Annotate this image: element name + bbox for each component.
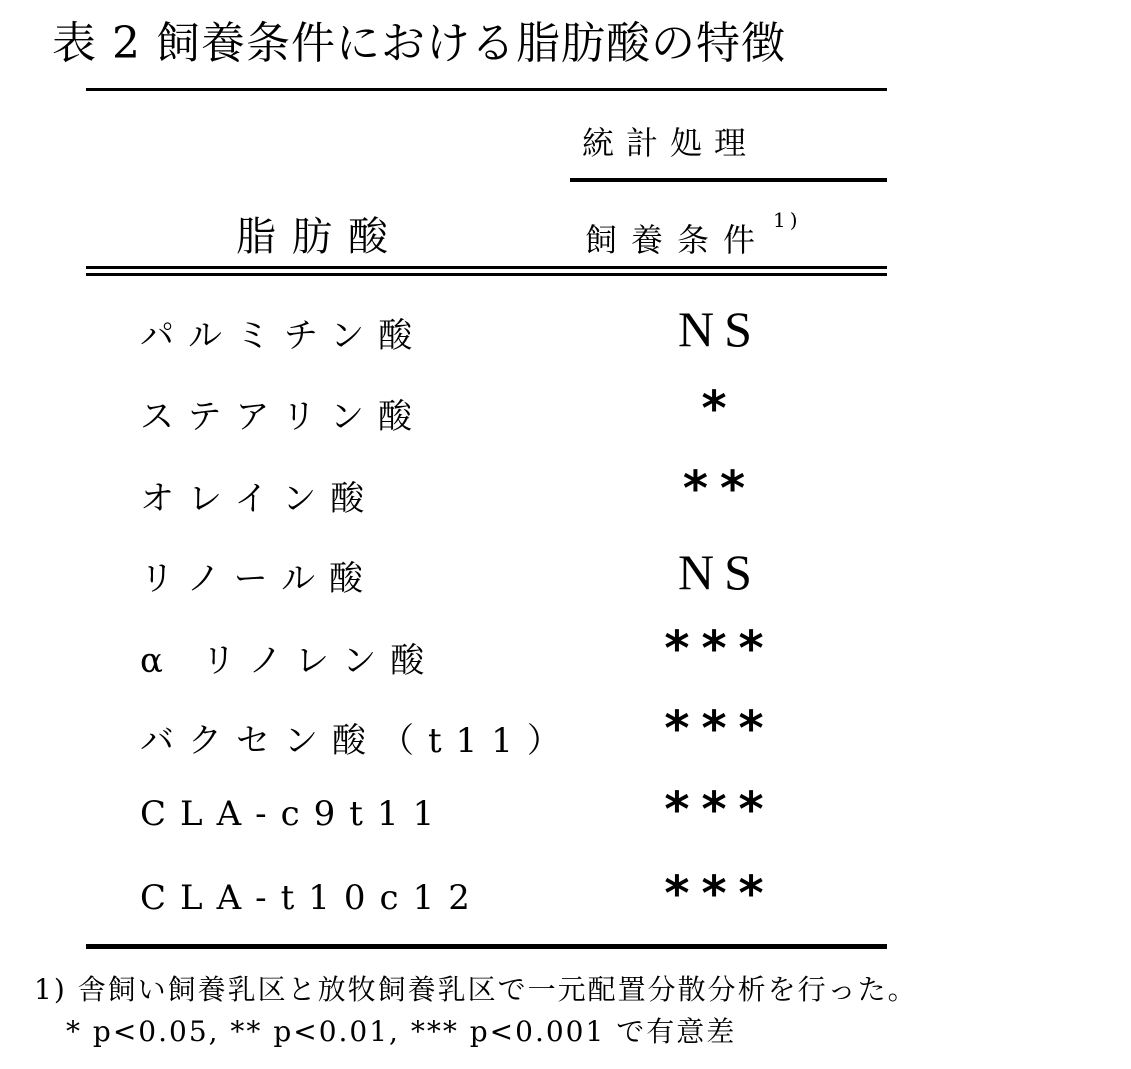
significance: ** bbox=[682, 461, 758, 517]
header-condition bbox=[585, 208, 802, 261]
fatty-acid-name: オレイン酸 bbox=[140, 479, 379, 519]
significance: * bbox=[701, 381, 739, 437]
header-double-rule-bottom bbox=[86, 273, 887, 276]
table-row bbox=[0, 381, 1131, 445]
significance: *** bbox=[664, 701, 776, 757]
significance: NS bbox=[678, 301, 762, 357]
fatty-acid-name: リノール酸 bbox=[140, 559, 377, 599]
footnote-significance: * p<0.05, ** p<0.01, *** p<0.001 で有意差 bbox=[66, 1015, 737, 1048]
table-row bbox=[0, 545, 1131, 605]
significance: NS bbox=[678, 544, 762, 600]
fatty-acid-name: CLA-c9t11 bbox=[140, 794, 449, 834]
table-row bbox=[0, 621, 1131, 687]
fatty-acid-name: バクセン酸（t11） bbox=[140, 721, 575, 761]
header-fatty-acid: 脂肪酸 bbox=[236, 214, 404, 260]
fatty-acid-name: α リノレン酸 bbox=[140, 641, 439, 681]
table-row bbox=[0, 701, 1131, 767]
footnote-method: 1) 舎飼い飼養乳区と放牧飼養乳区で一元配置分散分析を行った。 bbox=[34, 973, 918, 1006]
table-row bbox=[0, 782, 1131, 848]
header-statistics: 統計処理 bbox=[582, 124, 759, 162]
header-condition-label: 飼養条件 bbox=[585, 221, 770, 259]
table-row bbox=[0, 461, 1131, 525]
header-sub-rule bbox=[570, 178, 887, 182]
fatty-acid-name: CLA-t10c12 bbox=[140, 878, 484, 918]
significance: *** bbox=[664, 621, 776, 677]
table-row bbox=[0, 302, 1131, 362]
header-condition-note: 1) bbox=[773, 208, 802, 233]
bottom-rule bbox=[86, 944, 887, 949]
significance: *** bbox=[664, 782, 776, 838]
top-rule bbox=[86, 88, 887, 91]
significance: *** bbox=[664, 866, 776, 922]
fatty-acid-name: パルミチン酸 bbox=[140, 316, 427, 356]
fatty-acid-name: ステアリン酸 bbox=[140, 397, 426, 437]
table-row bbox=[0, 866, 1131, 932]
table-title: 表 2 飼養条件における脂肪酸の特徴 bbox=[52, 18, 786, 69]
header-double-rule-top bbox=[86, 266, 887, 269]
